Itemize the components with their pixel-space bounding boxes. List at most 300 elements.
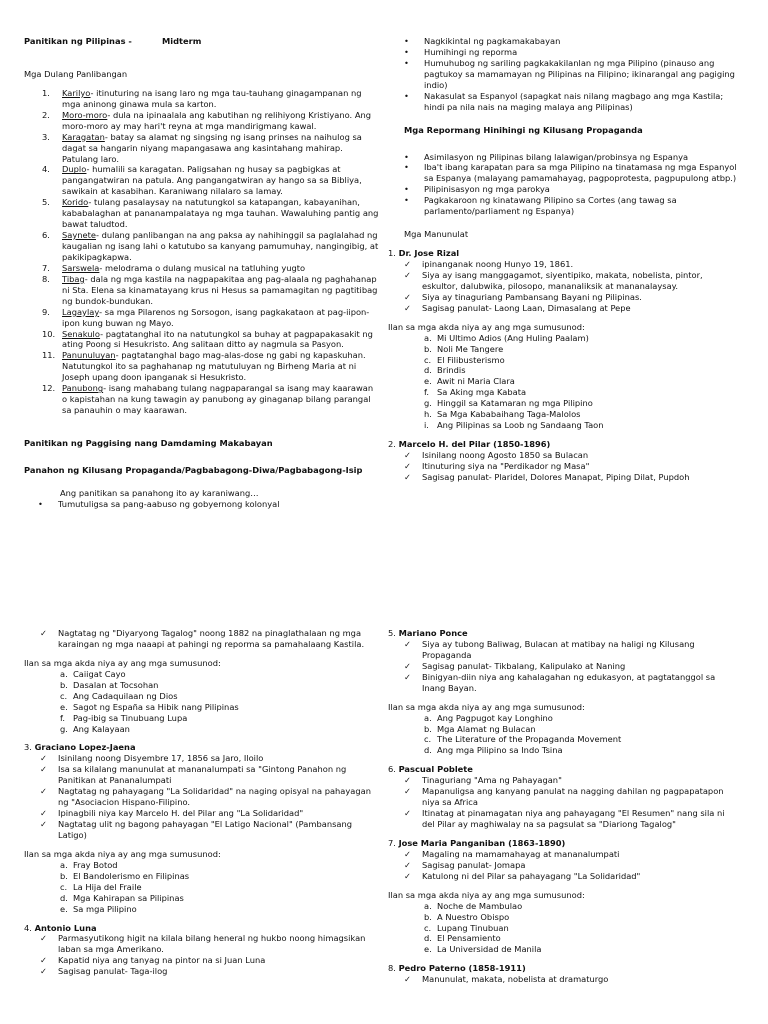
check-icon: ✓ xyxy=(404,269,411,280)
list-item xyxy=(404,259,738,270)
list-item xyxy=(60,893,379,904)
check-icon: ✓ xyxy=(404,259,411,269)
list-item xyxy=(404,639,738,661)
author-heading xyxy=(388,838,738,849)
section-heading-manunulat: Mga Manunulat xyxy=(404,229,469,240)
check-icon: ✓ xyxy=(404,460,411,471)
list-item xyxy=(42,197,379,230)
list-item xyxy=(404,849,738,860)
work-title: Ang Pagpugot kay Longhino xyxy=(437,712,553,723)
item-term: Tibag xyxy=(62,273,85,284)
item-term: Panubong xyxy=(62,383,104,394)
list-item xyxy=(424,923,738,934)
work-letter: e. xyxy=(424,944,432,955)
item-number: 8. xyxy=(42,273,50,284)
section-heading-propaganda: Panahon ng Kilusang Propaganda/Pagbabagong-Diwa/Pagbabagong-Isip xyxy=(24,464,363,475)
item-text xyxy=(62,307,379,329)
check-text: Manunulat, makata, nobelista at dramaturgo xyxy=(422,974,609,985)
bullet-icon: • xyxy=(404,36,409,46)
author-name: Pascual Poblete xyxy=(398,764,473,775)
check-icon: ✓ xyxy=(404,870,411,881)
bullet-icon: • xyxy=(404,46,409,57)
bullet-text: Pilipinisasyon ng mga parokya xyxy=(424,184,550,195)
list-item xyxy=(424,713,738,724)
work-title: Awit ni Maria Clara xyxy=(437,376,515,387)
list-item xyxy=(60,860,379,871)
list-item xyxy=(404,162,738,184)
item-term: Karilyo xyxy=(62,87,91,98)
item-definition: - dulang panlibangan na ang paksa ay nahihinggil sa paglalahad ng kaugalian ng isang lahi o katutubo sa kanyang pamumuhay, nangingibig, at pakikipagkapwa. xyxy=(62,230,379,262)
author-number: 1. xyxy=(388,248,396,259)
author-years: (1850-1896) xyxy=(490,439,551,450)
check-icon: ✓ xyxy=(404,638,411,649)
item-definition: - dula na ipinaalala ang kabutihan ng relihiyong Kristiyano. Ang moro-moro ay may hari't reyna at mga mandirigmang kawal. xyxy=(62,109,372,131)
item-definition: - batay sa alamat ng singsing ng isang prinses na naihulog sa dagat sa hangarin niyang mapangasawa ang kasintahang mahirap. Patulang laro. xyxy=(62,131,362,164)
author-years: (1858-1911) xyxy=(465,963,526,974)
check-list xyxy=(404,450,738,483)
section-heading-reporma: Mga Repormang Hinihingi ng Kilusang Propaganda xyxy=(404,124,643,135)
check-text: Sagisag panulat- Laong Laan, Dimasalang at Pepe xyxy=(422,302,631,313)
author-number: 4. xyxy=(24,922,32,933)
item-text xyxy=(62,88,379,110)
item-term: Panunuluyan xyxy=(62,350,116,361)
work-title: Lupang Tinubuan xyxy=(437,922,509,933)
works-list xyxy=(60,860,379,915)
author-number: 7. xyxy=(388,837,396,848)
list-item xyxy=(404,195,738,217)
item-term: Senakulo xyxy=(62,328,101,339)
author-heading xyxy=(388,963,738,974)
work-title: Sa Mga Kababaihang Taga-Malolos xyxy=(437,409,581,420)
list-item xyxy=(404,47,738,58)
check-text: Sagisag panulat- Tikbalang, Kalipulako at Naning xyxy=(422,660,626,671)
list-item xyxy=(424,344,738,355)
check-text: Siya ay tinaguriang Pambansang Bayani ng Pilipinas. xyxy=(422,291,642,302)
work-title: Ang mga Pilipino sa Indo Tsina xyxy=(437,745,563,756)
list-item xyxy=(424,398,738,409)
work-title: Ang Cadaquilaan ng Dios xyxy=(73,690,178,701)
author-ponce xyxy=(388,628,738,756)
check-icon: ✓ xyxy=(404,671,411,682)
list-item xyxy=(42,307,379,329)
check-text: Binigyan-diin niya ang kahalagahan ng edukasyon, at pagtatanggol sa Inang Bayan. xyxy=(422,671,716,693)
works-list xyxy=(424,713,738,757)
check-text: Parmasyutikong higit na kilala bilang heneral ng hukbo noong himagsikan laban sa mga Amerikano. xyxy=(58,933,366,955)
left-column-top xyxy=(24,36,379,510)
work-letter: b. xyxy=(424,911,432,922)
list-item xyxy=(404,775,738,786)
list-item xyxy=(42,329,379,351)
list-item xyxy=(404,303,738,314)
spacer xyxy=(388,314,738,322)
check-text: Nagtatag ng pahayagang "La Solidaridad" na naging opisyal na pahayagan ng "Asociacion Hispano-Filipino. xyxy=(58,786,371,808)
item-definition: - melodrama o dulang musical na tatluhing yugto xyxy=(99,262,306,273)
work-title: Sa Aking mga Kabata xyxy=(437,387,527,398)
list-item xyxy=(424,901,738,912)
check-text: Sagisag panulat- Taga-ilog xyxy=(58,966,168,977)
list-item xyxy=(404,36,738,47)
list-item xyxy=(404,871,738,882)
author-heading xyxy=(24,923,379,934)
check-icon: ✓ xyxy=(404,974,411,985)
item-definition: - humalili sa karagatan. Paligsahan ng husay sa pagbigkas at pangangatwiran na patula. Ang pangangatwiran ay hango sa sa Bibliya, sawikain at kasabihan. Karaniwang nilalaro sa lamay. xyxy=(62,164,362,197)
check-icon: ✓ xyxy=(40,764,47,775)
work-title: Dasalan at Tocsohan xyxy=(73,679,159,690)
dulang-list xyxy=(42,88,379,416)
spacer xyxy=(388,694,738,702)
check-text: Kapatid niya ang tanyag na pintor na si Juan Luna xyxy=(58,955,266,966)
work-title: Sagot ng España sa Hibik nang Pilipinas xyxy=(73,701,239,712)
bullet-icon: • xyxy=(404,195,409,206)
work-title: El Bandolerismo en Filipinas xyxy=(73,870,190,881)
check-text: Isinilang noong Agosto 1850 sa Bulacan xyxy=(422,450,589,460)
list-item xyxy=(424,409,738,420)
list-item xyxy=(40,764,379,786)
check-icon: ✓ xyxy=(404,291,411,302)
check-icon: ✓ xyxy=(40,628,47,638)
author-number: 2. xyxy=(388,439,396,450)
list-item xyxy=(404,661,738,672)
left-column-bottom xyxy=(24,628,379,977)
item-text xyxy=(62,263,379,274)
list-item xyxy=(404,672,738,694)
check-list xyxy=(404,639,738,694)
check-icon: ✓ xyxy=(40,966,47,977)
list-item xyxy=(424,912,738,923)
bullet-icon: • xyxy=(404,162,409,173)
work-title: Fray Botod xyxy=(73,859,118,870)
works-intro: Ilan sa mga akda niya ay ang mga sumusunod: xyxy=(388,701,585,712)
work-letter: h. xyxy=(424,409,432,420)
work-title: Hinggil sa Katamaran ng mga Pilipino xyxy=(437,398,593,409)
works-intro: Ilan sa mga akda niya ay ang mga sumusunod: xyxy=(388,889,585,900)
work-title: Noli Me Tangere xyxy=(437,343,504,354)
author-luna xyxy=(24,923,379,978)
author-paterno xyxy=(388,963,738,985)
check-list xyxy=(404,974,738,985)
item-text xyxy=(62,230,379,263)
item-text xyxy=(62,350,379,383)
item-definition: - sa mga Pilarenos ng Sorsogon, isang pagkakataon at pag-iipon-ipon kung buwan ng Mayo. xyxy=(62,306,370,328)
works-intro: Ilan sa mga akda niya ay ang mga sumusunod: xyxy=(24,657,221,668)
item-text xyxy=(62,329,379,351)
check-text: Sagisag panulat- Plaridel, Dolores Manapat, Piping Dilat, Pupdoh xyxy=(422,471,690,482)
item-number: 6. xyxy=(42,230,50,241)
work-letter: e. xyxy=(60,701,68,712)
check-list xyxy=(40,933,379,977)
work-letter: b. xyxy=(424,723,432,734)
doc-term: Midterm xyxy=(162,36,202,46)
item-number: 7. xyxy=(42,262,50,273)
item-definition: - itinuturing na isang laro ng mga tau-tauhang ginagampanan ng mga aninong ginawa mula sa karton. xyxy=(62,87,362,109)
author-number: 3. xyxy=(24,742,32,753)
list-item xyxy=(40,933,379,955)
list-item xyxy=(42,88,379,110)
check-icon: ✓ xyxy=(404,302,411,313)
check-text: Magaling na mamamahayag at mananalumpati xyxy=(422,848,620,859)
item-number: 12. xyxy=(42,383,56,394)
author-heading xyxy=(388,248,738,259)
list-item xyxy=(404,58,738,91)
item-text xyxy=(62,383,379,416)
check-icon: ✓ xyxy=(404,471,411,482)
item-text xyxy=(62,164,379,197)
work-letter: b. xyxy=(60,679,68,690)
work-title: Caiigat Cayo xyxy=(73,668,126,679)
pilar-works xyxy=(24,658,379,735)
bullet-text: Nagkikintal ng pagkamakabayan xyxy=(424,36,561,46)
list-item xyxy=(42,230,379,263)
item-term: Lagaylay xyxy=(62,306,100,317)
author-number: 5. xyxy=(388,628,396,638)
check-text: Nagtatag ng "Diyaryong Tagalog" noong 1882 na pinaglathalaan ng mga karaingan ng mga naaapi at pahingi ng reporma sa pamahalaang Kastila. xyxy=(58,628,365,649)
item-term: Karagatan xyxy=(62,131,105,142)
author-name: Dr. Jose Rizal xyxy=(398,248,460,259)
work-letter: f. xyxy=(60,712,65,723)
list-item xyxy=(42,164,379,197)
bullet-text: Nakasulat sa Espanyol (sapagkat nais nilang magbago ang mga Kastila; hindi pa nila nais na maging malaya ang Pilipinas) xyxy=(424,90,724,112)
work-letter: a. xyxy=(424,900,432,911)
list-item xyxy=(40,808,379,819)
right-column-bottom xyxy=(388,628,738,985)
list-item xyxy=(40,786,379,808)
check-text: Itinuturing siya na "Perdikador ng Masa" xyxy=(422,460,590,471)
bullet-text: Pagkakaroon ng kinatawang Pilipino sa Cortes (ang tawag sa parlamento/parliament ng Espanya) xyxy=(424,195,677,217)
bullet-text: Asimilasyon ng Pilipinas bilang lalawigan/probinsya ng Espanya xyxy=(424,151,689,162)
item-number: 4. xyxy=(42,164,50,175)
list-item xyxy=(424,365,738,376)
check-text: Nagtatag ulit ng bagong pahayagan "El Latigo Nacional" (Pambansang Latigo) xyxy=(58,819,353,840)
item-number: 1. xyxy=(42,87,50,98)
check-icon: ✓ xyxy=(404,786,411,797)
work-letter: e. xyxy=(60,903,68,914)
check-icon: ✓ xyxy=(404,808,411,819)
work-letter: a. xyxy=(60,859,68,870)
check-text: Isinilang noong Disyembre 17, 1856 sa Jaro, Iloilo xyxy=(58,753,264,764)
work-title: Brindis xyxy=(437,365,466,376)
list-item xyxy=(404,974,738,985)
author-name: Antonio Luna xyxy=(34,922,97,933)
list-item xyxy=(404,808,738,830)
list-item xyxy=(42,383,379,416)
check-text: Ipinagbili niya kay Marcelo H. del Pilar ang "La Solidaridad" xyxy=(58,808,304,819)
item-definition: - pagtatanghal ito na natutungkol sa buhay at pagpapakasakit ng ating Poong si Hesukristo. Ang salitaan ditto ay nagmula sa Pasyon. xyxy=(62,328,373,350)
doc-title: Panitikan ng Pilipinas - xyxy=(24,36,132,46)
check-icon: ✓ xyxy=(40,955,47,966)
bullet-icon: • xyxy=(404,90,409,101)
work-letter: d. xyxy=(60,892,68,903)
list-item xyxy=(60,882,379,893)
list-item xyxy=(42,350,379,383)
list-item xyxy=(404,184,738,195)
check-icon: ✓ xyxy=(404,859,411,870)
work-letter: d. xyxy=(424,745,432,756)
list-item xyxy=(404,292,738,303)
author-heading xyxy=(388,628,738,639)
document-header xyxy=(24,36,379,47)
author-poblete xyxy=(388,764,738,830)
list-item xyxy=(424,734,738,745)
list-item xyxy=(42,132,379,165)
bullet-icon: • xyxy=(404,57,409,68)
item-term: Korido xyxy=(62,197,89,208)
works-list xyxy=(424,901,738,956)
section-heading-dulang: Mga Dulang Panlibangan xyxy=(24,68,128,79)
work-title: Ang Pilipinas sa Loob ng Sandaang Taon xyxy=(437,420,604,431)
list-item xyxy=(404,450,738,461)
check-text: ipinanganak noong Hunyo 19, 1861. xyxy=(422,259,574,269)
item-number: 3. xyxy=(42,131,50,142)
check-icon: ✓ xyxy=(40,933,47,944)
bullet-text: Iba't ibang karapatan para sa mga Pilipino na tinatamasa ng mga Espanyol sa Espanya (malayang pamamahayag, pagpoprotesta, pagpupulong atbp.) xyxy=(424,162,737,184)
work-title: La Hija del Fraile xyxy=(73,881,142,892)
check-text: Siya ay isang manggagamot, siyentipiko, makata, nobelista, pintor, eskultor, dalubwika, pilosopo, mananaliksik at mananalaysay. xyxy=(422,269,703,291)
list-item xyxy=(424,420,738,431)
work-letter: d. xyxy=(424,933,432,944)
check-text: Tinaguriang "Ama ng Pahayagan" xyxy=(422,775,562,786)
work-title: Mga Kahirapan sa Pilipinas xyxy=(73,892,184,903)
check-text: Katulong ni del Pilar sa pahayagang "La Solidaridad" xyxy=(422,870,641,881)
work-letter: c. xyxy=(424,354,432,365)
work-letter: b. xyxy=(60,870,68,881)
check-list xyxy=(404,849,738,882)
work-letter: d. xyxy=(424,365,432,376)
work-title: The Literature of the Propaganda Movement xyxy=(437,734,622,745)
list-item xyxy=(42,263,379,274)
works-intro: Ilan sa mga akda niya ay ang mga sumusunod: xyxy=(388,321,585,332)
propaganda-traits-list xyxy=(404,36,738,113)
intro-bullets xyxy=(38,499,379,510)
list-item xyxy=(42,110,379,132)
work-letter: g. xyxy=(424,398,432,409)
pilar-checks-cont xyxy=(40,628,379,650)
work-title: Noche de Mambulao xyxy=(437,900,523,911)
list-item xyxy=(42,274,379,307)
list-item xyxy=(404,786,738,808)
work-title: Ang Kalayaan xyxy=(73,723,130,734)
author-name: Jose Maria Panganiban xyxy=(398,837,506,848)
list-item xyxy=(60,669,379,680)
work-title: El Pensamiento xyxy=(437,933,501,944)
author-number: 6. xyxy=(388,764,396,775)
item-term: Sarswela xyxy=(62,262,100,273)
list-item xyxy=(404,472,738,483)
check-icon: ✓ xyxy=(404,775,411,786)
author-heading xyxy=(24,742,379,753)
reporma-list xyxy=(404,152,738,218)
author-name: Pedro Paterno xyxy=(398,963,466,974)
check-text: Mapanuligsa ang kanyang panulat na nagging dahilan ng pagpapatapon niya sa Africa xyxy=(422,786,724,808)
author-jaena xyxy=(24,742,379,914)
bullet-icon: • xyxy=(38,498,43,509)
work-title: El Filibusterismo xyxy=(437,354,505,365)
list-item xyxy=(40,966,379,977)
item-term: Duplo xyxy=(62,164,87,175)
work-title: Mga Alamat ng Bulacan xyxy=(437,723,536,734)
right-column-top xyxy=(388,36,738,483)
check-icon: ✓ xyxy=(40,753,47,764)
check-text: Isa sa kilalang manunulat at mananalumpati sa "Gintong Panahon ng Panitikan at Pananalumpati xyxy=(58,764,347,786)
work-letter: i. xyxy=(424,420,429,431)
list-item xyxy=(404,270,738,292)
author-heading xyxy=(388,439,738,450)
author-years: (1863-1890) xyxy=(505,837,566,848)
item-definition: - pagtatanghal bago mag-alas-dose ng gabi ng kapaskuhan. Natutungkol ito sa paghahanap ng matutuluyan ng Birheng Maria at ni Joseph upang doon ipanganak si Hesukristo. xyxy=(62,350,366,383)
author-rizal xyxy=(388,248,738,431)
item-number: 11. xyxy=(42,350,56,361)
item-definition: - tulang pasalaysay na natutungkol sa katapangan, kabayanihan, kababalaghan at pananampalataya ng mga tauhan. Wawaluhing pantig ang bawat taludtod. xyxy=(62,197,379,230)
list-item xyxy=(424,933,738,944)
list-item xyxy=(40,628,379,650)
list-item xyxy=(424,333,738,344)
list-item xyxy=(424,724,738,735)
list-item xyxy=(404,461,738,472)
bullet-text: Humuhubog ng sariling pagkakakilanlan ng mga Pilipino (pinauso ang pagtukoy sa mamamayan ng Pilipinas na Filipino; ikinarangal ang pagiging indio) xyxy=(424,57,735,90)
works-intro: Ilan sa mga akda niya ay ang mga sumusunod: xyxy=(24,848,221,859)
item-number: 10. xyxy=(42,328,56,339)
work-title: La Universidad de Manila xyxy=(437,944,542,955)
list-item xyxy=(60,691,379,702)
check-list xyxy=(404,775,738,830)
check-icon: ✓ xyxy=(404,848,411,859)
work-title: A Nuestro Obispo xyxy=(437,911,510,922)
spacer xyxy=(388,882,738,890)
check-icon: ✓ xyxy=(404,660,411,671)
list-item xyxy=(404,860,738,871)
work-title: Sa mga Pilipino xyxy=(73,903,137,914)
author-heading xyxy=(388,764,738,775)
work-letter: a. xyxy=(424,332,432,343)
list-item xyxy=(60,904,379,915)
author-name: Graciano Lopez-Jaena xyxy=(34,742,136,753)
list-item xyxy=(404,152,738,163)
bullet-text: Humihingi ng reporma xyxy=(424,46,518,57)
list-item xyxy=(60,871,379,882)
list-item xyxy=(424,944,738,955)
item-number: 2. xyxy=(42,109,50,120)
work-letter: a. xyxy=(424,712,432,723)
item-number: 9. xyxy=(42,306,50,317)
work-letter: g. xyxy=(60,723,68,734)
check-list xyxy=(404,259,738,314)
work-letter: e. xyxy=(424,376,432,387)
author-number: 8. xyxy=(388,963,396,974)
list-item xyxy=(424,745,738,756)
check-list xyxy=(40,753,379,841)
item-term: Saynete xyxy=(62,230,96,241)
item-text xyxy=(62,274,379,307)
list-item xyxy=(40,819,379,841)
list-item xyxy=(60,680,379,691)
author-name: Marcelo H. del Pilar xyxy=(398,439,491,450)
item-text xyxy=(62,132,379,165)
check-icon: ✓ xyxy=(40,786,47,797)
work-letter: b. xyxy=(424,343,432,354)
work-letter: c. xyxy=(424,734,432,745)
intro-text: Ang panitikan sa panahong ito ay karaniwang… xyxy=(60,487,259,498)
work-letter: c. xyxy=(60,881,68,892)
check-icon: ✓ xyxy=(40,819,47,829)
list-item xyxy=(424,387,738,398)
work-title: Pag-ibig sa Tinubuang Lupa xyxy=(73,712,188,723)
check-icon: ✓ xyxy=(40,808,47,819)
works-list xyxy=(60,669,379,735)
work-letter: c. xyxy=(60,690,68,701)
check-text: Sagisag panulat- Jomapa xyxy=(422,859,526,870)
list-item xyxy=(40,955,379,966)
author-pilar xyxy=(388,439,738,483)
section-heading-paggising: Panitikan ng Paggising nang Damdaming Makabayan xyxy=(24,438,273,448)
